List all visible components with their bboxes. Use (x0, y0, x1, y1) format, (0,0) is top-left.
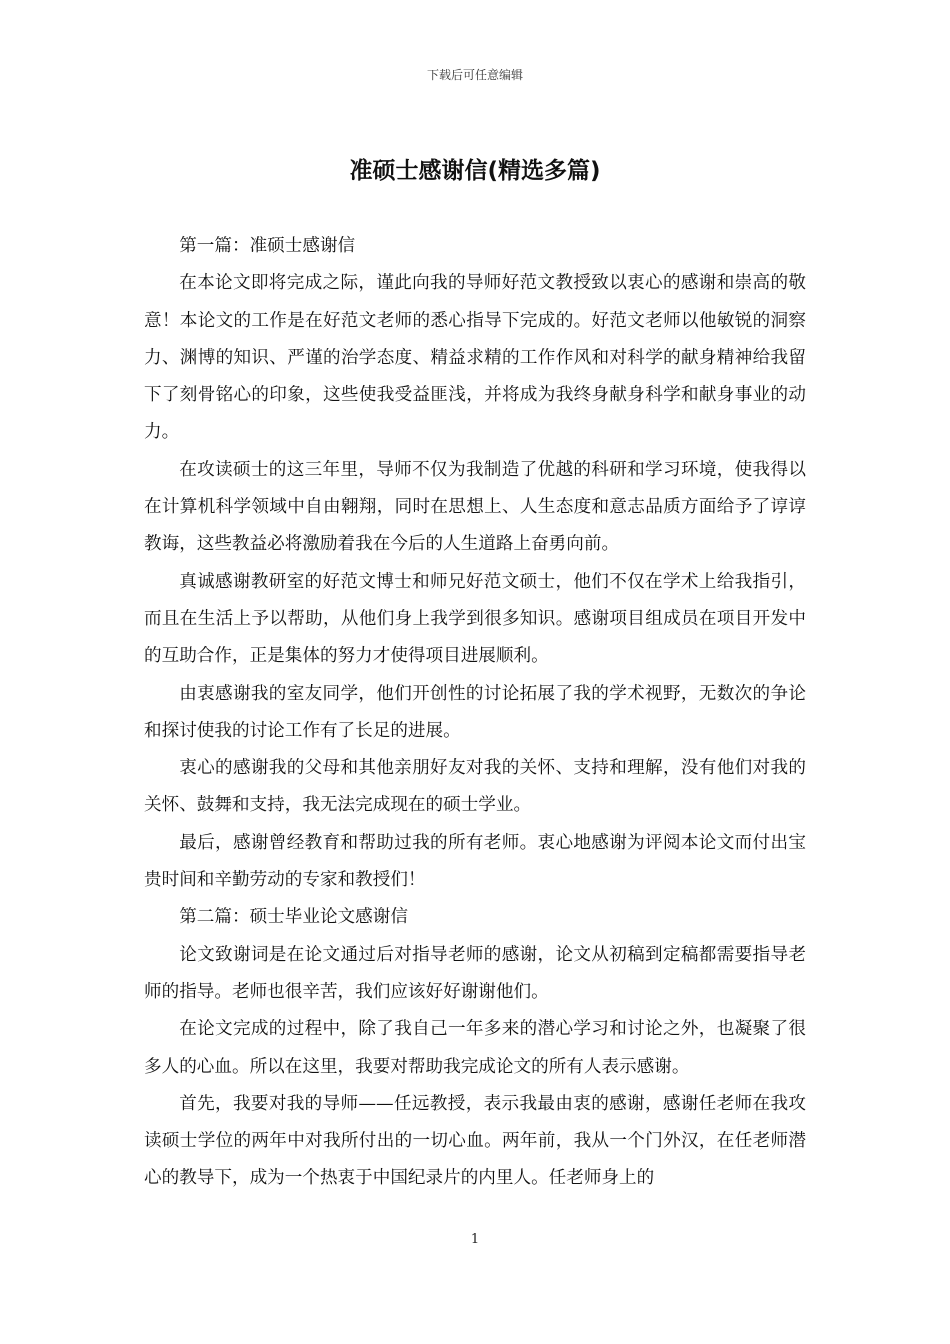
paragraph: 真诚感谢教研室的好范文博士和师兄好范文硕士，他们不仅在学术上给我指引，而且在生活上予以帮助，从他们身上我学到很多知识。感谢项目组成员在项目开发中的互助合作，正是集体的努力才使得项目进展顺利。 (144, 571, 806, 667)
paragraph: 论文致谢词是在论文通过后对指导老师的感谢，论文从初稿到定稿都需要指导老师的指导。老师也很辛苦，我们应该好好谢谢他们。 (144, 944, 806, 1002)
paragraph: 在论文完成的过程中，除了我自己一年多来的潜心学习和讨论之外，也凝聚了很多人的心血。所以在这里，我要对帮助我完成论文的所有人表示感谢。 (144, 1019, 806, 1077)
document-title: 准硕士感谢信(精选多篇) (349, 158, 601, 184)
paragraph: 首先，我要对我的导师——任远教授，表示我最由衷的感谢，感谢任老师在我攻读硕士学位的两年中对我所付出的一切心血。两年前，我从一个门外汉，在任老师潜心的教导下，成为一个热衷于中国纪录片的内里人。任老师身上的 (144, 1093, 806, 1189)
paragraph: 在本论文即将完成之际，谨此向我的导师好范文教授致以衷心的感谢和崇高的敬意！本论文的工作是在好范文老师的悉心指导下完成的。好范文老师以他敏锐的洞察力、渊博的知识、严谨的治学态度、精益求精的工作作风和对科学的献身精神给我留下了刻骨铭心的印象，这些使我受益匪浅，并将成为我终身献身科学和献身事业的动力。 (144, 273, 806, 443)
paragraph: 在攻读硕士的这三年里，导师不仅为我制造了优越的科研和学习环境，使我得以在计算机科学领域中自由翱翔，同时在思想上、人生态度和意志品质方面给予了谆谆教诲，这些教益必将激励着我在今后的人生道路上奋勇向前。 (144, 459, 806, 555)
section-heading-1: 第一篇：准硕士感谢信 (179, 236, 356, 256)
section-heading-2: 第二篇：硕士毕业论文感谢信 (179, 907, 408, 928)
paragraph: 最后，感谢曾经教育和帮助过我的所有老师。衷心地感谢为评阅本论文而付出宝贵时间和辛勤劳动的专家和教授们！ (144, 832, 806, 891)
paragraph: 衷心的感谢我的父母和其他亲朋好友对我的关怀、支持和理解，没有他们对我的关怀、鼓舞和支持，我无法完成现在的硕士学业。 (144, 758, 806, 816)
paragraph: 由衷感谢我的室友同学，他们开创性的讨论拓展了我的学术视野，无数次的争论和探讨使我的讨论工作有了长足的进展。 (144, 683, 806, 741)
page-number: 1 (470, 1232, 480, 1247)
document-body (144, 228, 806, 1198)
header-note: 下载后可任意编辑 (426, 68, 523, 82)
